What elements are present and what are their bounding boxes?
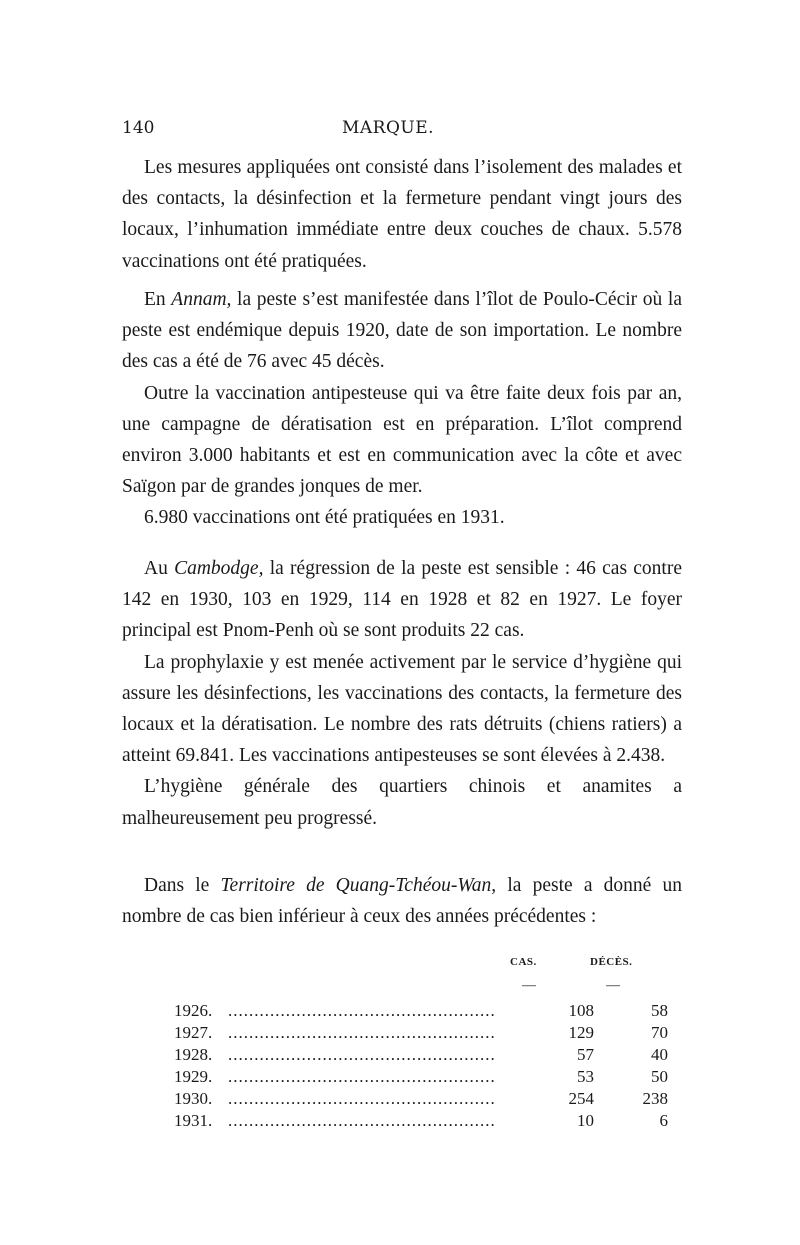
qtw-prefix: Dans le xyxy=(144,875,221,896)
running-head: MARQUE. xyxy=(342,118,435,138)
row-deces: 238 xyxy=(642,1089,668,1108)
row-year: 1927. xyxy=(174,1023,213,1042)
qtw-label: Territoire de Quang-Tchéou-Wan, xyxy=(220,875,497,896)
annam-text: la peste s’est manifestée dans l’îlot de Poulo-Cécir où la peste est endémique depuis 1920, date de son importation. Le nombre des cas a été de 76 avec 45 décès. xyxy=(122,289,682,373)
row-deces: 70 xyxy=(651,1023,668,1042)
paragraph-outre: Outre la vaccination antipesteuse qui va être faite deux fois par an, une campagne de dératisation est en préparation. L’îlot comprend environ 3.000 habitants et est en communication avec la côte et avec Saïgon par de grandes jonques de mer. xyxy=(122,382,682,498)
column-dash-cas: — xyxy=(522,978,536,993)
paragraph-prophylaxie: La prophylaxie y est menée activement par le service d’hygiène qui assure les désinfections, les vaccinations des contacts, la fermeture des locaux et la dératisation. Le nombre des rats détruits (chiens ratiers) a atteint 69.841. Les vaccinations antipesteuses se sont élevées à 2.438. xyxy=(122,651,682,767)
row-cas: 10 xyxy=(577,1111,594,1130)
cambodge-prefix: Au xyxy=(144,558,175,579)
leader-dots: ................................................... xyxy=(228,1001,496,1020)
table-row xyxy=(174,1023,668,1045)
paragraph-quang-tcheou-wan xyxy=(122,870,682,932)
table-row xyxy=(174,1067,668,1089)
row-cas: 53 xyxy=(577,1067,594,1086)
row-year: 1929. xyxy=(174,1067,213,1086)
row-deces: 58 xyxy=(651,1001,668,1020)
cambodge-label: Cambodge, xyxy=(174,558,264,579)
leader-dots: ................................................... xyxy=(228,1067,496,1086)
leader-dots: ................................................... xyxy=(228,1023,496,1042)
row-deces: 6 xyxy=(659,1111,668,1130)
column-header-deces: DÉCÈS. xyxy=(590,956,633,968)
paragraph-hygiene: L’hygiène générale des quartiers chinois et anamites a malheureusement peu progressé. xyxy=(122,776,682,829)
qtw-text: la peste a donné un nombre de cas bien inférieur à ceux des années précédentes : xyxy=(122,875,682,928)
row-cas: 108 xyxy=(568,1001,594,1020)
row-year: 1931. xyxy=(174,1111,213,1130)
row-deces: 50 xyxy=(651,1067,668,1086)
row-cas: 129 xyxy=(568,1023,594,1042)
annam-prefix: En xyxy=(144,289,172,310)
table-row xyxy=(174,1089,668,1111)
row-year: 1928. xyxy=(174,1045,213,1064)
paragraph-measures: Les mesures appliquées ont consisté dans l’isolement des malades et des contacts, la désinfection et la fermeture pendant vingt jours des locaux, l’inhumation immédiate entre deux couches de chaux. 5.578 vaccinations ont été pratiquées. xyxy=(122,157,682,272)
row-cas: 254 xyxy=(568,1089,594,1108)
leader-dots: ................................................... xyxy=(228,1045,496,1064)
page-number: 140 xyxy=(122,118,155,138)
row-deces: 40 xyxy=(651,1045,668,1064)
cambodge-text: la régression de la peste est sensible : 46 cas contre 142 en 1930, 103 en 1929, 114 en 1928 et 82 en 1927. Le foyer principal est Pnom-Penh où se sont produits 22 cas. xyxy=(122,558,682,642)
paragraph-cambodge xyxy=(122,553,682,834)
row-year: 1930. xyxy=(174,1089,213,1108)
leader-dots: ................................................... xyxy=(228,1089,496,1108)
paragraph-annam xyxy=(122,284,682,534)
row-year: 1926. xyxy=(174,1001,213,1020)
paragraph-vaccinations-1931: 6.980 vaccinations ont été pratiquées en 1931. xyxy=(144,507,505,529)
page-header xyxy=(122,118,682,144)
table-row xyxy=(174,1045,668,1067)
table-row xyxy=(174,1111,668,1133)
column-header-cas: CAS. xyxy=(510,956,537,968)
column-dash-deces: — xyxy=(606,978,620,993)
annam-label: Annam, xyxy=(171,289,232,310)
row-cas: 57 xyxy=(577,1045,594,1064)
table-row xyxy=(174,1001,668,1023)
leader-dots: ................................................... xyxy=(228,1111,496,1130)
